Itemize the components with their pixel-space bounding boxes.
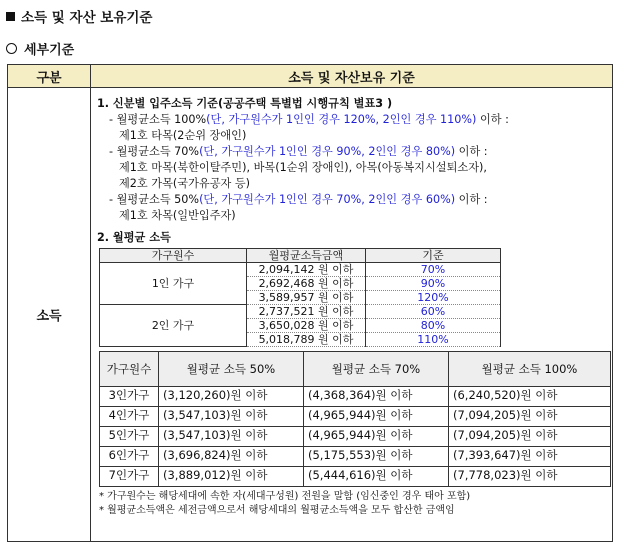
income-50: (3,547,103)원 이하	[159, 427, 304, 447]
income-percent: 80%	[366, 319, 501, 333]
subsection-heading	[6, 39, 74, 58]
criteria-cell	[91, 88, 613, 542]
large-table-header: 월평균 소득 100%	[449, 352, 611, 387]
income-100: (7,393,647)원 이하	[449, 447, 611, 467]
criteria-item-detail: 제1호 차목(일반입주자)	[119, 209, 236, 222]
item-prefix: - 월평균소득 70%	[109, 145, 200, 158]
income-amount: 2,737,521 원 이하	[247, 305, 366, 319]
income-50: (3,120,260)원 이하	[159, 387, 304, 407]
household-group-label: 1인 가구	[100, 263, 247, 305]
section-heading-text: 소득 및 자산 보유기준	[21, 10, 153, 26]
household-size: 7인가구	[100, 467, 159, 487]
income-amount: 3,589,957 원 이하	[247, 291, 366, 305]
small-household-income-table	[99, 248, 501, 347]
large-table-header: 월평균 소득 50%	[159, 352, 304, 387]
income-amount: 2,692,468 원 이하	[247, 277, 366, 291]
item-exception: (단, 가구원수가 1인인 경우 90%, 2인인 경우 80%)	[199, 145, 456, 158]
criteria-table	[7, 64, 613, 542]
section1-title: 1. 신분별 입주소득 기준(공공주택 특별법 시행규칙 별표3 )	[97, 97, 393, 110]
circle-bullet-icon	[6, 43, 17, 54]
row-label-income: 소득	[8, 88, 91, 542]
item-exception: (단, 가구원수가 1인인 경우 70%, 2인인 경우 60%)	[199, 193, 456, 206]
income-percent: 90%	[366, 277, 501, 291]
item-prefix: - 월평균소득 50%	[109, 193, 200, 206]
section-heading	[6, 6, 152, 26]
small-table-header: 월평균소득금액	[247, 249, 366, 263]
item-suffix: 이하 :	[455, 193, 488, 206]
income-100: (7,094,205)원 이하	[449, 407, 611, 427]
criteria-item-detail: 제2호 가목(국가유공자 등)	[119, 177, 251, 190]
income-50: (3,696,824)원 이하	[159, 447, 304, 467]
income-percent: 60%	[366, 305, 501, 319]
large-table-header: 월평균 소득 70%	[304, 352, 449, 387]
income-percent: 110%	[366, 333, 501, 347]
table-row	[100, 447, 611, 467]
income-50: (3,889,012)원 이하	[159, 467, 304, 487]
table-row	[100, 427, 611, 447]
household-group-label: 2인 가구	[100, 305, 247, 347]
small-table-header: 가구원수	[100, 249, 247, 263]
income-amount: 2,094,142 원 이하	[247, 263, 366, 277]
large-table-header: 가구원수	[100, 352, 159, 387]
household-size: 5인가구	[100, 427, 159, 447]
small-table-header: 기준	[366, 249, 501, 263]
item-exception: (단, 가구원수가 1인인 경우 120%, 2인인 경우 110%)	[206, 113, 477, 126]
income-70: (4,965,944)원 이하	[304, 427, 449, 447]
item-prefix: - 월평균소득 100%	[109, 113, 207, 126]
income-amount: 5,018,789 원 이하	[247, 333, 366, 347]
income-100: (7,778,023)원 이하	[449, 467, 611, 487]
income-100: (7,094,205)원 이하	[449, 427, 611, 447]
income-percent: 120%	[366, 291, 501, 305]
footnote: * 월평균소득액은 세전금액으로서 해당세대의 월평균소득액을 모두 합산한 금액임	[99, 505, 455, 516]
item-suffix: 이하 :	[455, 145, 488, 158]
section2-title: 2. 월평균 소득	[97, 231, 171, 244]
household-size: 4인가구	[100, 407, 159, 427]
header-category: 구분	[8, 65, 91, 88]
criteria-item-detail: 제1호 마목(북한이탈주민), 바목(1순위 장애인), 아목(아동복지시설퇴소자),	[119, 161, 487, 174]
household-size: 3인가구	[100, 387, 159, 407]
header-criteria: 소득 및 자산보유 기준	[91, 65, 613, 88]
income-percent: 70%	[366, 263, 501, 277]
table-row	[100, 387, 611, 407]
income-70: (5,175,553)원 이하	[304, 447, 449, 467]
subsection-heading-text: 세부기준	[24, 43, 75, 58]
income-100: (6,240,520)원 이하	[449, 387, 611, 407]
large-household-income-table	[99, 351, 611, 487]
criteria-item	[97, 112, 606, 128]
income-50: (3,547,103)원 이하	[159, 407, 304, 427]
table-row	[100, 407, 611, 427]
criteria-item-detail: 제1호 타목(2순위 장애인)	[119, 129, 247, 142]
income-70: (4,368,364)원 이하	[304, 387, 449, 407]
item-suffix: 이하 :	[476, 113, 509, 126]
income-amount: 3,650,028 원 이하	[247, 319, 366, 333]
footnote: * 가구원수는 해당세대에 속한 자(세대구성원) 전원을 말함 (임신중인 경우 태아 포함)	[99, 491, 471, 502]
income-70: (5,444,616)원 이하	[304, 467, 449, 487]
household-size: 6인가구	[100, 447, 159, 467]
table-row	[100, 467, 611, 487]
criteria-item	[97, 144, 606, 160]
criteria-item	[97, 192, 606, 208]
income-70: (4,965,944)원 이하	[304, 407, 449, 427]
square-bullet-icon	[6, 12, 15, 21]
